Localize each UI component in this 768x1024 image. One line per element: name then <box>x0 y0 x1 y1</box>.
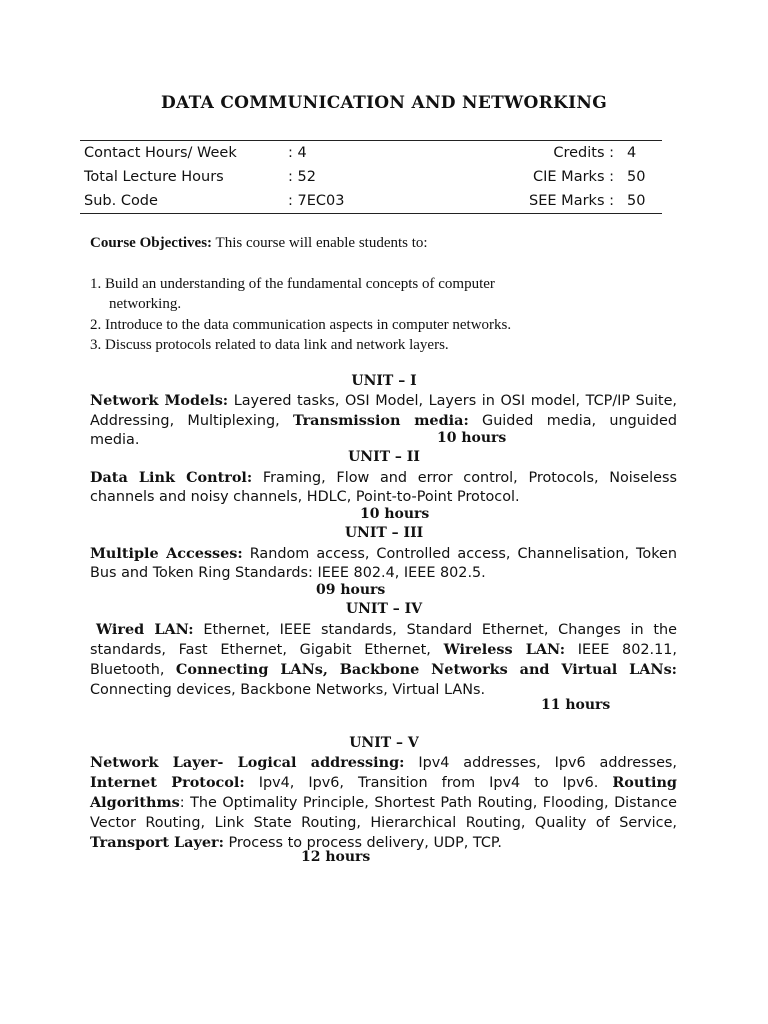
unit-description <box>90 391 677 451</box>
topic-text: : The Optimality Principle, Shortest Path Routing, Flooding, Distance Vector Routing, Link State Routing, Hierarchical Routing, Quality of Service, <box>90 795 677 831</box>
objective-text: 1. Build an understanding of the fundamental concepts of computer <box>90 275 495 292</box>
topic-heading: Network Models: <box>90 392 229 409</box>
credits-value: 4 <box>627 145 637 161</box>
credits-label: Credits : <box>553 145 614 161</box>
see-marks-label: SEE Marks : <box>529 193 614 209</box>
topic-heading: Transport Layer: <box>90 833 224 851</box>
topic-heading: Wireless LAN: <box>443 641 566 659</box>
topic-heading: Connecting LANs, Backbone Networks and Virtual LANs: <box>175 661 677 679</box>
objectives-heading <box>90 233 690 254</box>
topic-heading: Data Link Control: <box>90 469 253 486</box>
unit-hours: 10 hours <box>360 506 430 522</box>
topic-text: Random access, Controlled access, Channelisation, Token Bus and Token Ring Standards: IEEE 802.4, IEEE 802.5. <box>90 546 677 582</box>
topic-heading: Transmission media: <box>292 412 469 430</box>
topic-heading: Internet Protocol: <box>90 774 245 792</box>
objective-item <box>90 274 690 315</box>
course-objectives <box>90 233 690 356</box>
page-title: DATA COMMUNICATION AND NETWORKING <box>160 93 608 113</box>
topic-text: Layered tasks, OSI Model, Layers in OSI model, TCP/IP Suite, Addressing, Multiplexing, <box>90 393 677 430</box>
see-marks-value: 50 <box>627 193 646 209</box>
unit-title: UNIT – I <box>351 373 417 389</box>
topic-text: Ethernet, IEEE standards, Standard Ethernet, Changes in the standards, Fast Ethernet, Gigabit Ethernet, <box>90 622 677 659</box>
bottom-rule <box>80 213 662 214</box>
sub-code-value: : 7EC03 <box>288 193 345 209</box>
lecture-hours-label: Total Lecture Hours <box>84 169 224 185</box>
unit-hours: 10 hours <box>437 430 507 446</box>
topic-heading: Multiple Accesses: <box>90 545 243 562</box>
sub-code-label: Sub. Code <box>84 193 158 209</box>
cie-marks-label: CIE Marks : <box>533 169 614 185</box>
topic-heading: Wired LAN: <box>96 621 194 638</box>
topic-text: Ipv4, Ipv6, Transition from Ipv4 to Ipv6. <box>244 775 613 792</box>
unit-title: UNIT – V <box>349 735 419 751</box>
unit-description <box>90 753 677 853</box>
topic-text: IEEE 802.11, Bluetooth, <box>90 642 677 679</box>
top-rule <box>80 140 662 141</box>
topic-text: Guided media, unguided media. <box>90 413 677 449</box>
topic-text: Process to process delivery, UDP, TCP. <box>223 834 502 851</box>
unit-description <box>90 468 677 507</box>
objectives-intro: This course will enable students to: <box>212 235 428 251</box>
topic-text: Framing, Flow and error control, Protocols, Noiseless channels and noisy channels, HDLC, Point-to-Point Protocol. <box>90 470 677 506</box>
unit-description <box>90 620 677 700</box>
unit-description <box>90 544 677 583</box>
objectives-heading-label: Course Objectives: <box>90 235 213 251</box>
unit-hours: 11 hours <box>541 697 611 713</box>
objective-item: 2. Introduce to the data communication aspects in computer networks. <box>90 316 512 333</box>
topic-heading: Network Layer- Logical addressing: <box>90 754 405 771</box>
unit-title: UNIT – III <box>344 525 424 541</box>
unit-title: UNIT – II <box>348 449 420 465</box>
unit-hours: 12 hours <box>301 849 371 865</box>
topic-text: Connecting devices, Backbone Networks, Virtual LANs. <box>90 681 486 698</box>
objective-text-continued: networking. <box>109 296 182 312</box>
unit-hours: 09 hours <box>316 582 386 598</box>
cie-marks-value: 50 <box>627 169 646 185</box>
unit-title: UNIT – IV <box>345 601 423 617</box>
contact-hours-value: : 4 <box>288 145 307 161</box>
objective-item: 3. Discuss protocols related to data link and network layers. <box>90 337 449 353</box>
topic-text: Ipv4 addresses, Ipv6 addresses, <box>404 755 677 771</box>
contact-hours-label: Contact Hours/ Week <box>84 145 237 161</box>
lecture-hours-value: : 52 <box>288 169 316 185</box>
topic-heading: Routing Algorithms <box>90 774 677 812</box>
